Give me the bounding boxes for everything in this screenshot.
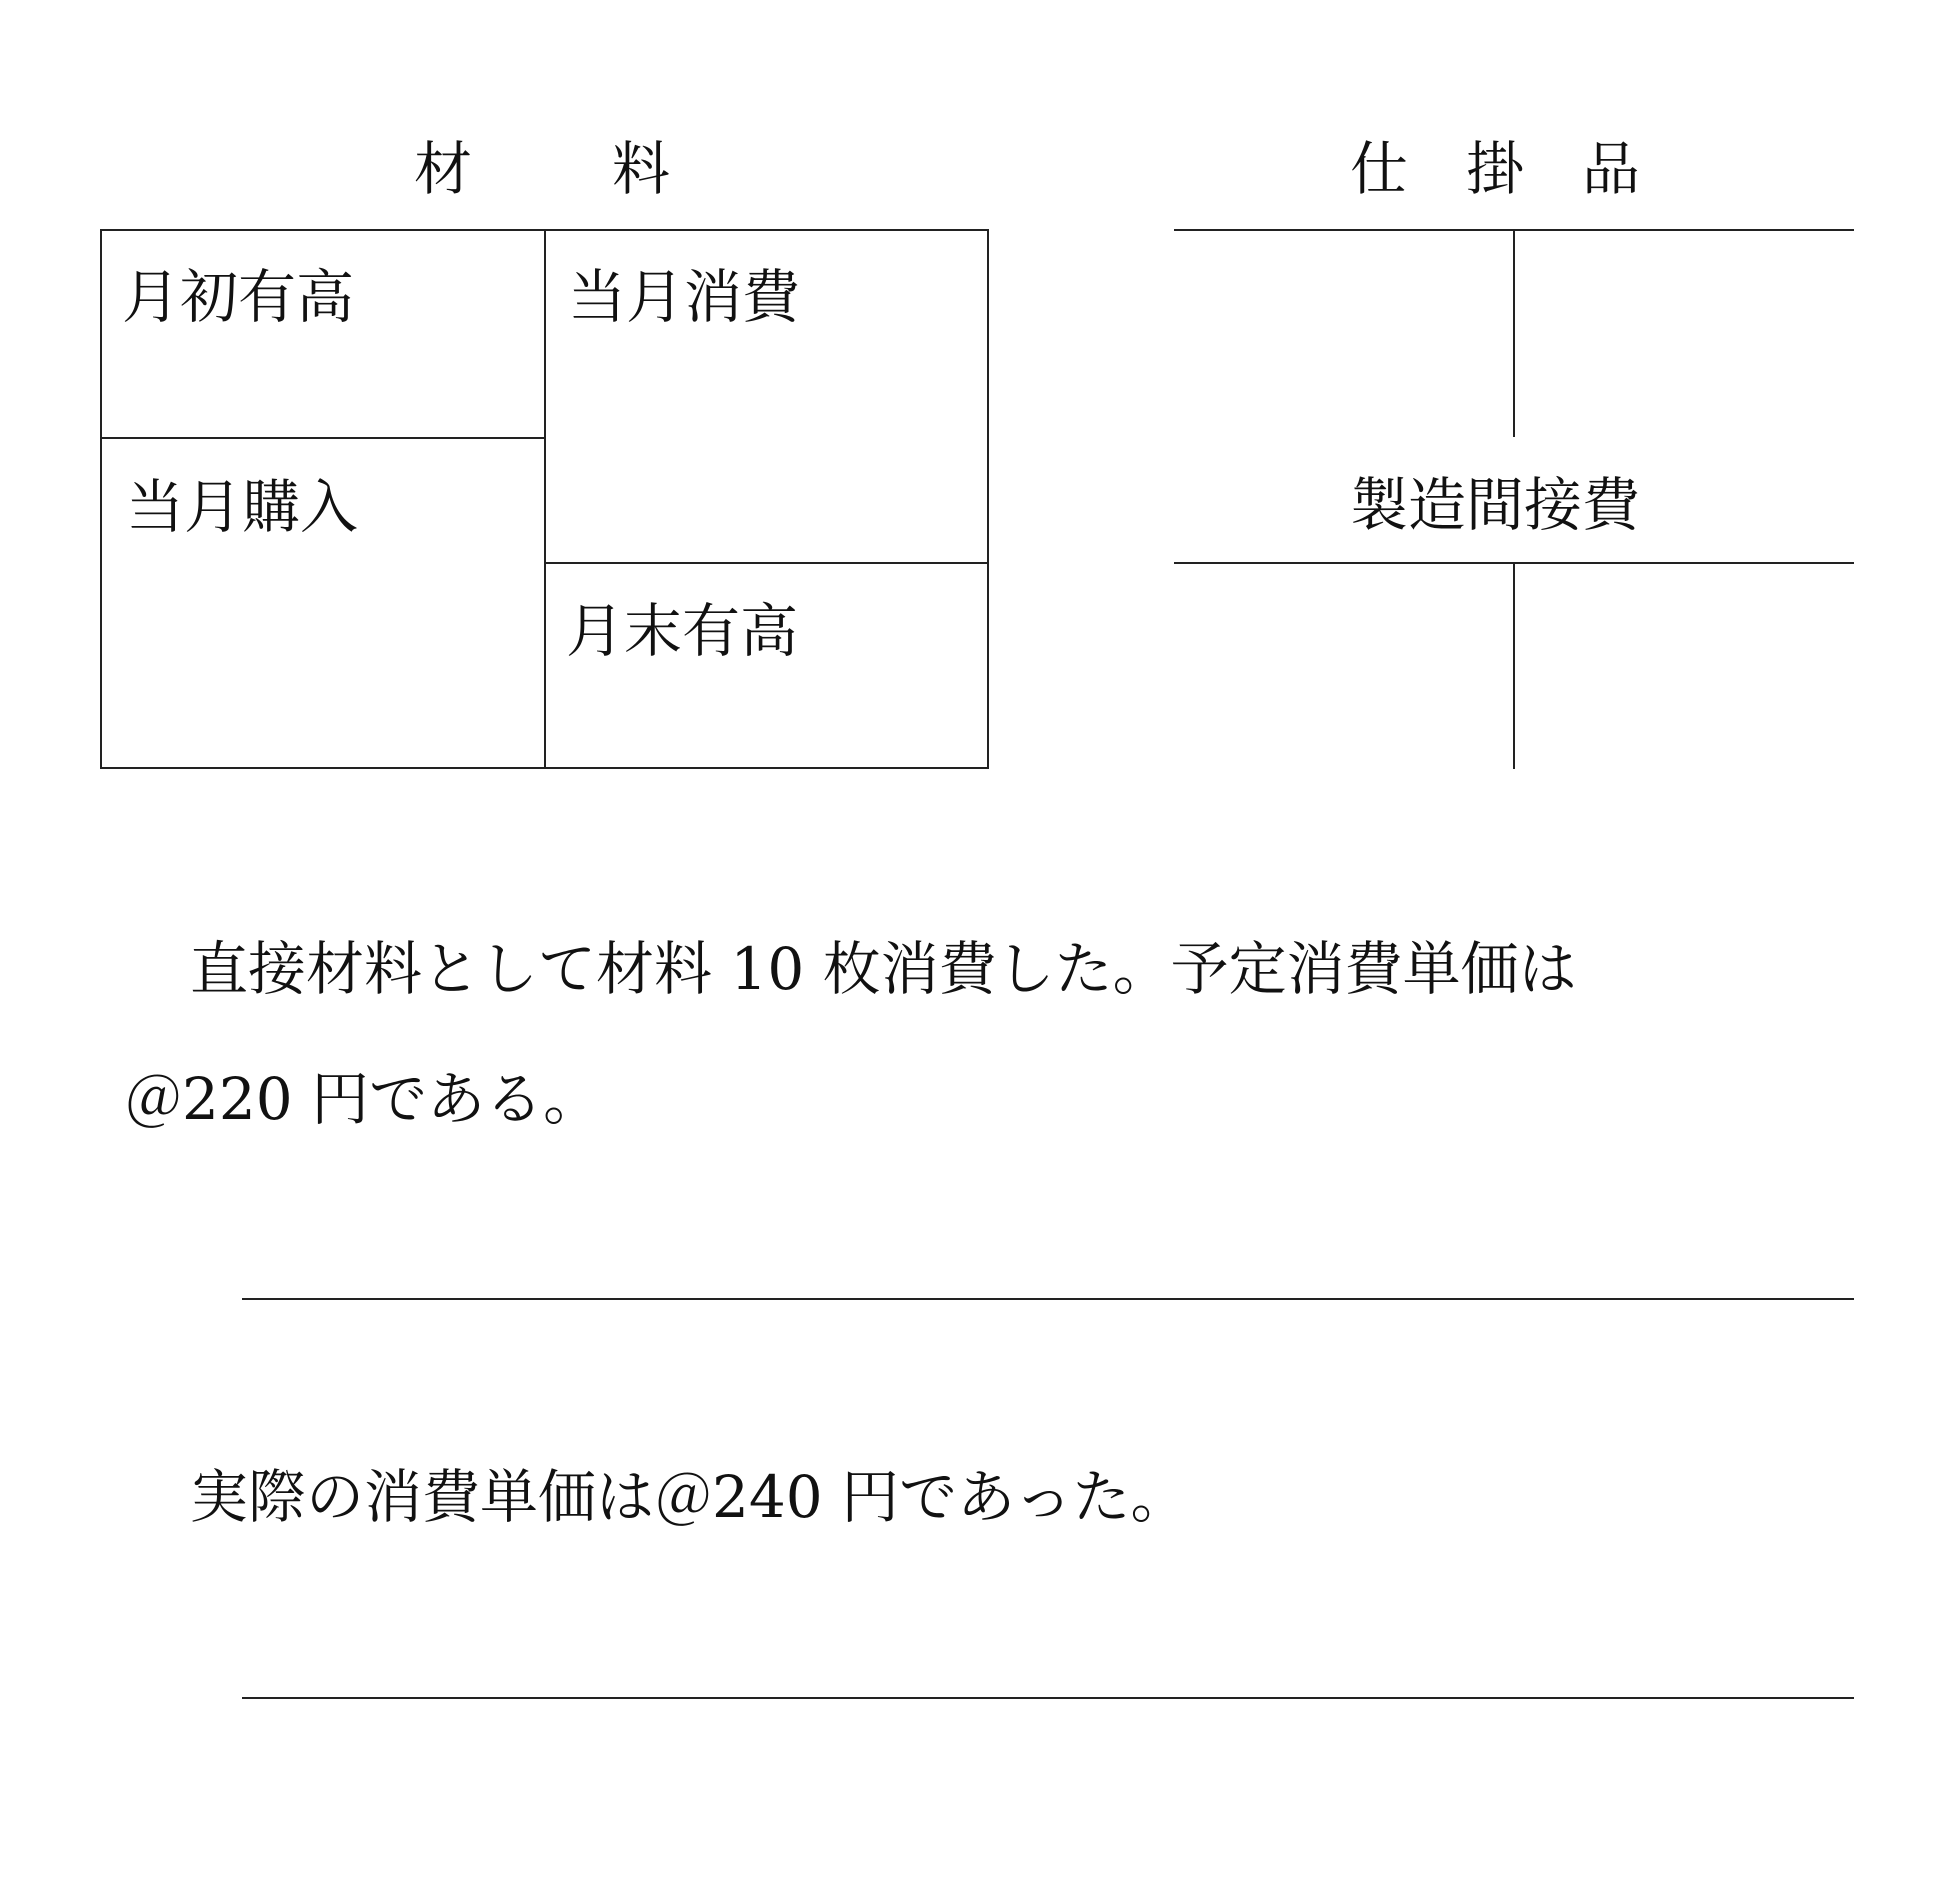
wip-center-line (1513, 229, 1515, 437)
material-title-left: 材 (414, 135, 473, 203)
material-left-divider (100, 437, 545, 439)
question-1-line-1: 直接材料として材料 10 枚消費した。予定消費単価は (190, 935, 1577, 1003)
overhead-title: 製造間接費 (1350, 471, 1641, 539)
material-right-divider (544, 562, 989, 564)
answer-line-2[interactable] (242, 1697, 1854, 1699)
answer-line-1[interactable] (242, 1298, 1854, 1300)
consumption-label: 当月消費 (568, 263, 801, 331)
opening-balance-label: 月初有高 (122, 263, 355, 331)
question-2-line-1: 実際の消費単価は＠240 円であった。 (190, 1463, 1189, 1531)
ending-balance-label: 月末有高 (566, 597, 799, 665)
material-title-right: 料 (612, 135, 671, 203)
overhead-center-line (1513, 562, 1515, 769)
question-1-line-2: ＠220 円である。 (124, 1065, 602, 1133)
wip-title: 仕 掛 品 (1350, 135, 1641, 203)
purchases-label: 当月購入 (126, 473, 359, 541)
material-center-divider (544, 229, 546, 769)
